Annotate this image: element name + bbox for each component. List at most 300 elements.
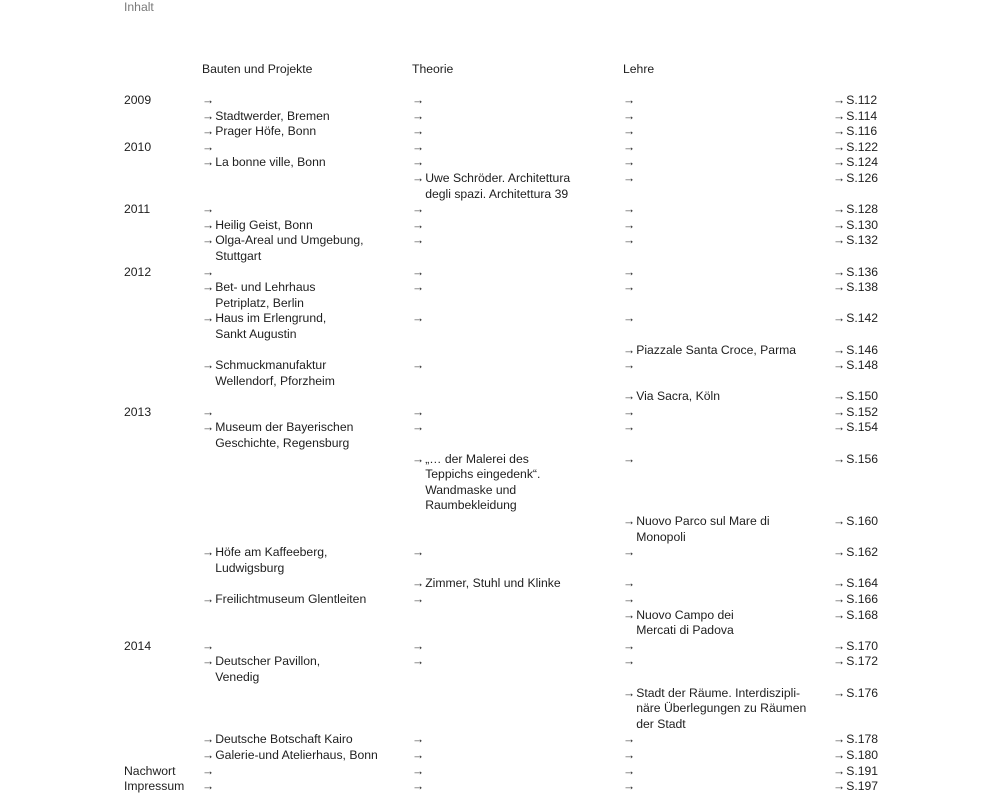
arrow-right-icon: →: [833, 732, 846, 747]
arrow-right-icon: →: [623, 654, 636, 669]
page-ref[interactable]: [833, 202, 878, 218]
page-label: Inhalt: [124, 0, 154, 14]
page-ref-text: S.122: [846, 139, 879, 154]
arrow-right-icon: →: [412, 654, 425, 669]
page-ref[interactable]: [833, 124, 877, 140]
teaching-entry: [623, 265, 636, 281]
arrow-right-icon: →: [623, 233, 636, 248]
page-ref-text: S.170: [846, 638, 879, 653]
theory-entry: [412, 202, 425, 218]
page-ref[interactable]: [833, 358, 878, 374]
arrow-right-icon: →: [833, 420, 846, 435]
arrow-right-icon: →: [412, 108, 425, 123]
teaching-entry-text: Via Sacra, Köln: [636, 389, 720, 404]
theory-entry: [412, 109, 425, 125]
arrow-right-icon: →: [202, 358, 215, 373]
arrow-right-icon: →: [623, 389, 636, 404]
arrow-right-icon: →: [833, 763, 846, 778]
page-ref-text: S.126: [846, 170, 879, 185]
arrow-right-icon: →: [833, 685, 846, 700]
page-ref-text: S.178: [846, 732, 879, 747]
arrow-right-icon: →: [412, 747, 425, 762]
project-entry-text: Museum der Bayerischen Geschichte, Regensburg: [215, 420, 354, 451]
arrow-right-icon: →: [412, 638, 425, 653]
teaching-entry: [623, 732, 636, 748]
page-ref[interactable]: [833, 514, 878, 530]
arrow-right-icon: →: [623, 202, 636, 217]
page-ref[interactable]: [833, 218, 878, 234]
toc-row: [0, 140, 1000, 156]
toc-row: [0, 358, 1000, 389]
page-ref[interactable]: [833, 452, 878, 468]
page-ref[interactable]: [833, 109, 877, 125]
page-ref-text: S.116: [846, 124, 878, 139]
project-entry: [202, 732, 353, 748]
teaching-entry: [623, 592, 636, 608]
arrow-right-icon: →: [412, 217, 425, 232]
arrow-right-icon: →: [202, 139, 215, 154]
arrow-right-icon: →: [623, 747, 636, 762]
teaching-entry-text: Piazzale Santa Croce, Parma: [636, 342, 797, 357]
theory-entry: [412, 171, 570, 202]
page-ref-text: S.112: [846, 93, 878, 107]
teaching-entry: [623, 545, 636, 561]
teaching-entry: [623, 358, 636, 374]
arrow-right-icon: →: [833, 93, 846, 107]
page-ref[interactable]: [833, 732, 878, 748]
toc-row: [0, 764, 1000, 780]
toc-row: [0, 779, 1000, 795]
theory-entry: [412, 124, 425, 140]
toc-year-label: Nachwort: [124, 763, 176, 778]
arrow-right-icon: →: [202, 654, 215, 669]
arrow-right-icon: →: [833, 389, 846, 404]
arrow-right-icon: →: [202, 233, 215, 248]
project-entry: [202, 93, 215, 109]
arrow-right-icon: →: [623, 763, 636, 778]
arrow-right-icon: →: [833, 592, 846, 607]
arrow-right-icon: →: [833, 358, 846, 373]
arrow-right-icon: →: [623, 545, 636, 560]
project-entry: [202, 420, 353, 451]
page-ref-text: S.150: [846, 389, 879, 404]
arrow-right-icon: →: [623, 451, 636, 466]
page-ref-text: S.197: [846, 779, 879, 794]
arrow-right-icon: →: [833, 264, 846, 279]
arrow-right-icon: →: [623, 514, 636, 529]
project-entry: [202, 109, 330, 125]
toc-row: [0, 93, 1000, 109]
toc-row: [0, 265, 1000, 281]
arrow-right-icon: →: [412, 280, 425, 295]
arrow-right-icon: →: [623, 358, 636, 373]
teaching-entry: [623, 124, 636, 140]
toc-row: [0, 343, 1000, 359]
teaching-entry: [623, 686, 806, 733]
theory-entry: [412, 265, 425, 281]
arrow-right-icon: →: [623, 342, 636, 357]
arrow-right-icon: →: [623, 280, 636, 295]
table-of-contents: [0, 93, 1000, 795]
toc-row: [0, 389, 1000, 405]
toc-row: [0, 686, 1000, 733]
arrow-right-icon: →: [412, 124, 425, 139]
arrow-right-icon: →: [412, 420, 425, 435]
arrow-right-icon: →: [833, 451, 846, 466]
page-ref[interactable]: [833, 686, 878, 702]
arrow-right-icon: →: [623, 93, 636, 107]
project-entry: [202, 202, 215, 218]
arrow-right-icon: →: [833, 514, 846, 529]
arrow-right-icon: →: [202, 763, 215, 778]
toc-row: [0, 639, 1000, 655]
theory-entry: [412, 358, 425, 374]
theory-entry: [412, 654, 425, 670]
arrow-right-icon: →: [412, 93, 425, 107]
arrow-right-icon: →: [412, 576, 425, 591]
teaching-entry: [623, 639, 636, 655]
page-ref[interactable]: [833, 389, 878, 405]
teaching-entry: [623, 109, 636, 125]
project-entry: [202, 764, 215, 780]
page-ref[interactable]: [833, 592, 878, 608]
toc-row: [0, 218, 1000, 234]
page-ref[interactable]: [833, 764, 878, 780]
teaching-entry: [623, 514, 770, 545]
arrow-right-icon: →: [412, 545, 425, 560]
page-ref-text: S.168: [846, 607, 879, 622]
teaching-entry: [623, 420, 636, 436]
page-ref[interactable]: [833, 545, 878, 561]
teaching-entry: [623, 405, 636, 421]
toc-row: [0, 592, 1000, 608]
arrow-right-icon: →: [833, 202, 846, 217]
project-entry: [202, 124, 316, 140]
project-entry: [202, 155, 326, 171]
arrow-right-icon: →: [202, 217, 215, 232]
toc-year-label: 2011: [124, 202, 151, 217]
theory-entry: [412, 218, 425, 234]
page-ref[interactable]: [833, 311, 878, 327]
teaching-entry: [623, 343, 796, 359]
arrow-right-icon: →: [202, 202, 215, 217]
project-entry-text: Heilig Geist, Bonn: [215, 217, 313, 232]
page-ref[interactable]: [833, 155, 878, 171]
theory-entry: [412, 233, 425, 249]
project-entry-text: Freilichtmuseum Glentleiten: [215, 592, 367, 607]
arrow-right-icon: →: [623, 592, 636, 607]
arrow-right-icon: →: [202, 93, 215, 107]
project-entry: [202, 233, 364, 264]
arrow-right-icon: →: [833, 217, 846, 232]
page-ref[interactable]: [833, 405, 878, 421]
arrow-right-icon: →: [202, 779, 215, 794]
column-header-projects: Bauten und Projekte: [202, 62, 313, 76]
page-ref[interactable]: [833, 265, 878, 281]
theory-entry: [412, 155, 425, 171]
teaching-entry: [623, 576, 636, 592]
page-ref[interactable]: [833, 140, 878, 156]
arrow-right-icon: →: [833, 139, 846, 154]
project-entry: [202, 748, 378, 764]
arrow-right-icon: →: [202, 155, 215, 170]
teaching-entry: [623, 140, 636, 156]
toc-year-label: 2014: [124, 638, 152, 653]
arrow-right-icon: →: [833, 654, 846, 669]
teaching-entry-text: Nuovo Campo dei Mercati di Padova: [636, 607, 734, 638]
theory-entry: [412, 639, 425, 655]
page-ref[interactable]: [833, 280, 878, 296]
arrow-right-icon: →: [623, 607, 636, 622]
arrow-right-icon: →: [412, 233, 425, 248]
arrow-right-icon: →: [412, 264, 425, 279]
page-ref[interactable]: [833, 343, 878, 359]
arrow-right-icon: →: [412, 170, 425, 185]
toc-row: [0, 280, 1000, 311]
project-entry-text: Haus im Erlengrund, Sankt Augustin: [215, 311, 327, 341]
page-ref[interactable]: [833, 233, 878, 249]
arrow-right-icon: →: [833, 170, 846, 185]
arrow-right-icon: →: [623, 124, 636, 139]
toc-row: [0, 124, 1000, 140]
teaching-entry: [623, 218, 636, 234]
arrow-right-icon: →: [202, 280, 215, 295]
arrow-right-icon: →: [202, 747, 215, 762]
toc-row: [0, 452, 1000, 514]
project-entry-text: Stadtwerder, Bremen: [215, 108, 330, 123]
arrow-right-icon: →: [412, 732, 425, 747]
teaching-entry: [623, 311, 636, 327]
arrow-right-icon: →: [623, 576, 636, 591]
arrow-right-icon: →: [412, 451, 425, 466]
theory-entry: [412, 140, 425, 156]
page-ref-text: S.166: [846, 592, 879, 607]
teaching-entry: [623, 748, 636, 764]
arrow-right-icon: →: [623, 155, 636, 170]
theory-entry-text: Uwe Schröder. Architettura degli spazi. Architettura 39: [425, 170, 571, 201]
theory-entry: [412, 420, 425, 436]
theory-entry: [412, 452, 540, 514]
toc-year-label: 2009: [124, 93, 152, 107]
project-entry-text: Höfe am Kaffeeberg, Ludwigsburg: [215, 545, 328, 575]
project-entry: [202, 779, 215, 795]
page-ref[interactable]: [833, 654, 878, 670]
arrow-right-icon: →: [623, 311, 636, 326]
arrow-right-icon: →: [833, 233, 846, 248]
arrow-right-icon: →: [833, 576, 846, 591]
project-entry: [202, 639, 215, 655]
arrow-right-icon: →: [202, 545, 215, 560]
arrow-right-icon: →: [623, 139, 636, 154]
toc-row: [0, 576, 1000, 592]
teaching-entry-text: Nuovo Parco sul Mare di Monopoli: [636, 514, 770, 544]
project-entry: [202, 405, 215, 421]
toc-row: [0, 233, 1000, 264]
project-entry: [202, 545, 327, 576]
arrow-right-icon: →: [623, 264, 636, 279]
arrow-right-icon: →: [412, 155, 425, 170]
theory-entry: [412, 576, 561, 592]
page-ref-text: S.128: [846, 202, 879, 217]
arrow-right-icon: →: [833, 404, 846, 419]
arrow-right-icon: →: [202, 311, 215, 326]
page-ref-text: S.130: [846, 217, 879, 232]
arrow-right-icon: →: [412, 139, 425, 154]
page-ref[interactable]: [833, 420, 878, 436]
teaching-entry: [623, 764, 636, 780]
teaching-entry: [623, 280, 636, 296]
theory-entry: [412, 405, 425, 421]
project-entry-text: Galerie-und Atelierhaus, Bonn: [215, 747, 378, 762]
arrow-right-icon: →: [202, 732, 215, 747]
teaching-entry: [623, 233, 636, 249]
page-ref[interactable]: [833, 93, 877, 109]
page-ref-text: S.124: [846, 155, 879, 170]
toc-row: [0, 155, 1000, 171]
page-ref[interactable]: [833, 748, 878, 764]
arrow-right-icon: →: [623, 217, 636, 232]
project-entry: [202, 265, 215, 281]
arrow-right-icon: →: [623, 420, 636, 435]
page-ref[interactable]: [833, 576, 878, 592]
project-entry: [202, 311, 326, 342]
page-ref-text: S.138: [846, 280, 879, 295]
arrow-right-icon: →: [623, 732, 636, 747]
arrow-right-icon: →: [623, 638, 636, 653]
arrow-right-icon: →: [833, 108, 846, 123]
teaching-entry: [623, 654, 636, 670]
project-entry-text: La bonne ville, Bonn: [215, 155, 326, 170]
arrow-right-icon: →: [202, 108, 215, 123]
arrow-right-icon: →: [833, 311, 846, 326]
page-ref[interactable]: [833, 779, 878, 795]
arrow-right-icon: →: [202, 404, 215, 419]
theory-entry: [412, 545, 425, 561]
arrow-right-icon: →: [412, 779, 425, 794]
theory-entry: [412, 764, 425, 780]
toc-row: [0, 514, 1000, 545]
page-ref-text: S.142: [846, 311, 879, 326]
theory-entry: [412, 779, 425, 795]
project-entry: [202, 218, 313, 234]
arrow-right-icon: →: [833, 155, 846, 170]
page-ref-text: S.154: [846, 420, 879, 435]
arrow-right-icon: →: [412, 592, 425, 607]
teaching-entry: [623, 608, 734, 639]
teaching-entry: [623, 171, 636, 187]
arrow-right-icon: →: [833, 779, 846, 794]
project-entry: [202, 592, 366, 608]
theory-entry: [412, 93, 425, 109]
page-ref-text: S.114: [846, 108, 878, 123]
theory-entry-text: Zimmer, Stuhl und Klinke: [425, 576, 561, 591]
project-entry-text: Bet- und Lehrhaus Petriplatz, Berlin: [215, 280, 316, 310]
teaching-entry: [623, 202, 636, 218]
project-entry: [202, 140, 215, 156]
teaching-entry: [623, 779, 636, 795]
arrow-right-icon: →: [833, 342, 846, 357]
teaching-entry: [623, 93, 636, 109]
column-header-theory: Theorie: [412, 62, 454, 76]
page-ref-text: S.162: [846, 545, 879, 560]
toc-row: [0, 311, 1000, 342]
project-entry-text: Olga-Areal und Umgebung, Stuttgart: [215, 233, 364, 263]
arrow-right-icon: →: [833, 747, 846, 762]
theory-entry-text: „… der Malerei des Teppichs eingedenk“. Wandmaske und Raumbekleidung: [425, 451, 541, 513]
arrow-right-icon: →: [412, 311, 425, 326]
teaching-entry: [623, 389, 720, 405]
arrow-right-icon: →: [202, 420, 215, 435]
page-ref-text: S.191: [846, 763, 879, 778]
theory-entry: [412, 748, 425, 764]
project-entry: [202, 654, 320, 685]
column-header-teaching: Lehre: [623, 62, 655, 76]
arrow-right-icon: →: [202, 264, 215, 279]
page-ref[interactable]: [833, 639, 878, 655]
arrow-right-icon: →: [202, 124, 215, 139]
toc-year-label: 2012: [124, 264, 152, 279]
arrow-right-icon: →: [623, 404, 636, 419]
toc-row: [0, 545, 1000, 576]
arrow-right-icon: →: [202, 638, 215, 653]
teaching-entry: [623, 155, 636, 171]
project-entry: [202, 280, 315, 311]
arrow-right-icon: →: [833, 545, 846, 560]
arrow-right-icon: →: [412, 358, 425, 373]
page-ref[interactable]: [833, 608, 878, 624]
project-entry: [202, 358, 335, 389]
page-ref-text: S.176: [846, 685, 879, 700]
arrow-right-icon: →: [412, 763, 425, 778]
page-ref-text: S.164: [846, 576, 879, 591]
page-ref-text: S.180: [846, 747, 879, 762]
project-entry-text: Deutscher Pavillon, Venedig: [215, 654, 321, 684]
toc-row: [0, 405, 1000, 421]
arrow-right-icon: →: [412, 404, 425, 419]
page-ref-text: S.172: [846, 654, 879, 669]
toc-row: [0, 109, 1000, 125]
arrow-right-icon: →: [833, 280, 846, 295]
page-ref-text: S.156: [846, 451, 879, 466]
toc-row: [0, 420, 1000, 451]
arrow-right-icon: →: [623, 108, 636, 123]
page-ref-text: S.146: [846, 342, 879, 357]
toc-row: [0, 171, 1000, 202]
arrow-right-icon: →: [412, 202, 425, 217]
page-ref-text: S.136: [846, 264, 879, 279]
teaching-entry-text: Stadt der Räume. Interdiszipli- näre Überlegungen zu Räumen der Stadt: [636, 685, 807, 731]
page-ref[interactable]: [833, 171, 878, 187]
toc-row: [0, 654, 1000, 685]
arrow-right-icon: →: [623, 779, 636, 794]
toc-row: [0, 748, 1000, 764]
arrow-right-icon: →: [833, 124, 846, 139]
arrow-right-icon: →: [833, 607, 846, 622]
project-entry-text: Deutsche Botschaft Kairo: [215, 732, 353, 747]
teaching-entry: [623, 452, 636, 468]
theory-entry: [412, 732, 425, 748]
toc-year-label: 2013: [124, 404, 152, 419]
page-ref-text: S.148: [846, 358, 879, 373]
theory-entry: [412, 280, 425, 296]
arrow-right-icon: →: [623, 170, 636, 185]
toc-row: [0, 732, 1000, 748]
arrow-right-icon: →: [202, 592, 215, 607]
page-ref-text: S.160: [846, 514, 879, 529]
theory-entry: [412, 592, 425, 608]
toc-row: [0, 608, 1000, 639]
toc-year-label: Impressum: [124, 779, 185, 794]
